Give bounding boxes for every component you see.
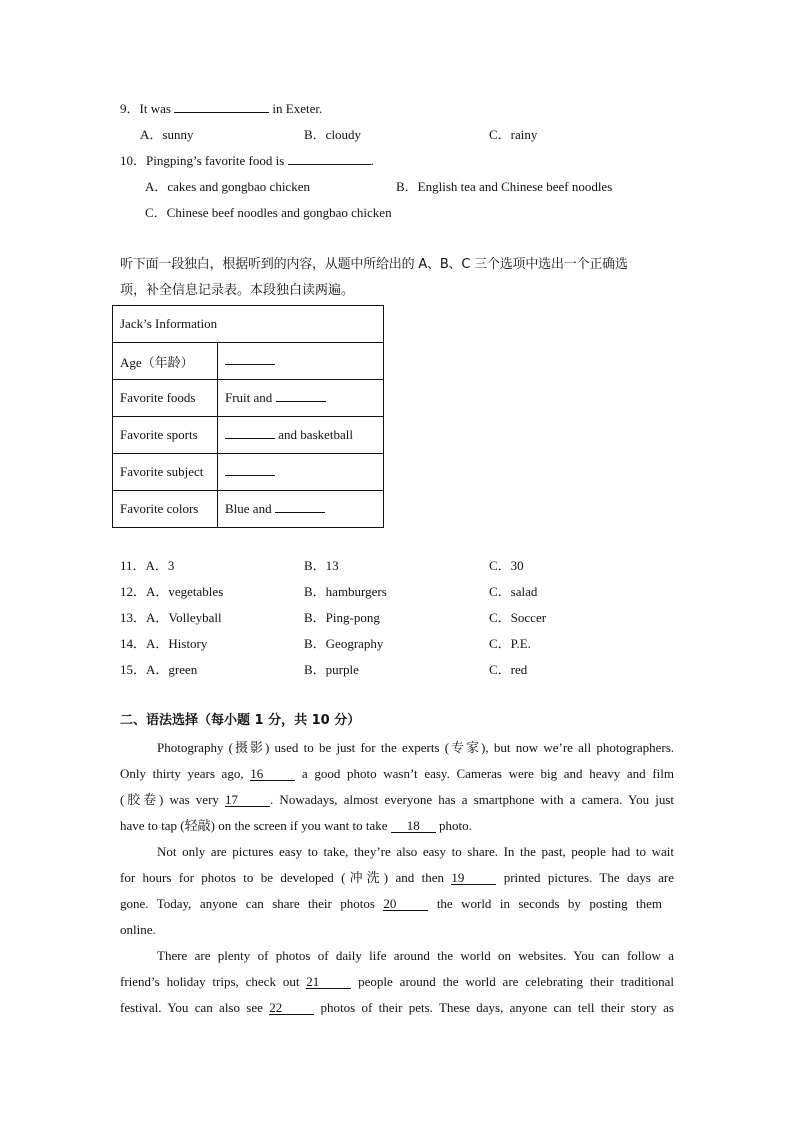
value-text: Fruit and [225, 390, 276, 405]
section-heading: 二、语法选择（每小题 1 分，共 10 分） [120, 713, 361, 728]
answer-blank-19: 19 [451, 871, 496, 885]
question-text: . [370, 153, 374, 168]
passage-line [157, 740, 674, 756]
passage-text: Only thirty years ago, [120, 766, 244, 781]
question-14-option-a: 14．A．History [120, 636, 208, 651]
row-label: Favorite subject [113, 454, 218, 491]
question-11-option-b: B．13 [304, 558, 339, 573]
passage-text: a good photo wasn’t easy. Cameras were big and heavy and film [301, 766, 674, 781]
answer-blank-22: 22 [269, 1001, 314, 1015]
passage-line [120, 922, 156, 938]
answer-blank-21: 21 [306, 975, 351, 989]
row-value [218, 343, 384, 380]
passage-text: printed pictures. The days are [503, 870, 674, 885]
answer-blank-18: 18 [391, 819, 436, 833]
question-13-option-a: 13．A．Volleyball [120, 610, 222, 625]
passage-text: photos of their pets. These days, anyone can tell their story as [320, 1000, 674, 1015]
passage-text: Photography (摄影) used to be just for the experts (专家), but now we’re all photographers. [157, 740, 674, 755]
question-14-option-c: C．P.E. [489, 636, 531, 651]
question-11-option-a: 11．A．3 [120, 558, 175, 573]
passage-text: Not only are pictures easy to take, they’re also easy to share. In the past, people had to wait [157, 844, 674, 859]
question-15-option-c: C．red [489, 662, 528, 677]
passage-line [157, 844, 674, 860]
option-b: B．cloudy [304, 127, 362, 142]
passage-text: for hours for photos to be developed (冲洗) and then [120, 870, 444, 885]
answer-blank [276, 401, 326, 402]
table-row [113, 491, 384, 528]
passage-line [120, 1000, 674, 1016]
table-row [113, 454, 384, 491]
question-9 [120, 101, 322, 117]
answer-blank-16: 16 [250, 767, 295, 781]
passage-line [120, 896, 662, 912]
row-label: Favorite foods [113, 380, 218, 417]
question-10 [120, 153, 374, 169]
row-value [218, 491, 384, 528]
passage-line [157, 948, 674, 964]
question-15-option-a: 15．A．green [120, 662, 198, 677]
table-row [113, 343, 384, 380]
option-a: A．sunny [140, 127, 194, 142]
table-row [113, 380, 384, 417]
answer-blank [225, 438, 275, 439]
instructions: 听下面一段独白，根据听到的内容，从题中所给出的 A、B、C 三个选项中选出一个正确选 [120, 257, 628, 272]
question-13-option-c: C．Soccer [489, 610, 547, 625]
question-15-option-b: B．purple [304, 662, 359, 677]
row-value [218, 417, 384, 454]
passage-line [120, 766, 674, 782]
question-14-option-b: B．Geography [304, 636, 384, 651]
instructions: 项，补全信息记录表。本段独白读两遍。 [120, 283, 355, 298]
question-text: in Exeter. [272, 101, 323, 116]
passage-text: photo. [439, 818, 472, 833]
passage-line [120, 818, 472, 834]
passage-text: (胶卷) was very [120, 792, 219, 807]
passage-line [120, 974, 674, 990]
passage-text: There are plenty of photos of daily life around the world on websites. You can follow a [157, 948, 674, 963]
question-13-option-b: B．Ping-pong [304, 610, 380, 625]
passage-text: people around the world are celebrating their traditional [358, 974, 674, 989]
question-11-option-c: C．30 [489, 558, 524, 573]
table-title: Jack’s Information [113, 306, 384, 343]
answer-blank [174, 112, 269, 113]
question-text: 10．Pingping’s favorite food is [120, 153, 285, 168]
row-value [218, 454, 384, 491]
question-text: 9．It was [120, 101, 171, 116]
answer-blank-17: 17 [225, 793, 270, 807]
answer-blank [225, 364, 275, 365]
passage-text: gone. Today, anyone can share their photos [120, 896, 375, 911]
row-label: Favorite colors [113, 491, 218, 528]
option-c: C．Chinese beef noodles and gongbao chicken [145, 205, 392, 220]
row-label: Favorite sports [113, 417, 218, 454]
answer-blank [225, 475, 275, 476]
answer-blank [275, 512, 325, 513]
passage-line [120, 792, 674, 808]
answer-blank-20: 20 [383, 897, 428, 911]
info-table [112, 305, 384, 528]
row-label: Age（年龄） [113, 343, 218, 380]
question-12-option-c: C．salad [489, 584, 538, 599]
option-c: C．rainy [489, 127, 538, 142]
question-12-option-b: B．hamburgers [304, 584, 387, 599]
passage-text: online. [120, 922, 156, 937]
value-text: and basketball [275, 427, 353, 442]
value-text: Blue and [225, 501, 275, 516]
question-12-option-a: 12．A．vegetables [120, 584, 224, 599]
answer-blank [288, 164, 371, 165]
passage-line [120, 870, 674, 886]
passage-text: friend’s holiday trips, check out [120, 974, 300, 989]
row-value [218, 380, 384, 417]
passage-text: have to tap (轻敲) on the screen if you want to take [120, 818, 388, 833]
passage-text: festival. You can also see [120, 1000, 263, 1015]
passage-text: the world in seconds by posting them [436, 896, 663, 911]
option-b: B．English tea and Chinese beef noodles [396, 179, 613, 194]
passage-text: . Nowadays, almost everyone has a smartphone with a camera. You just [270, 792, 674, 807]
option-a: A．cakes and gongbao chicken [145, 179, 310, 194]
table-row [113, 417, 384, 454]
